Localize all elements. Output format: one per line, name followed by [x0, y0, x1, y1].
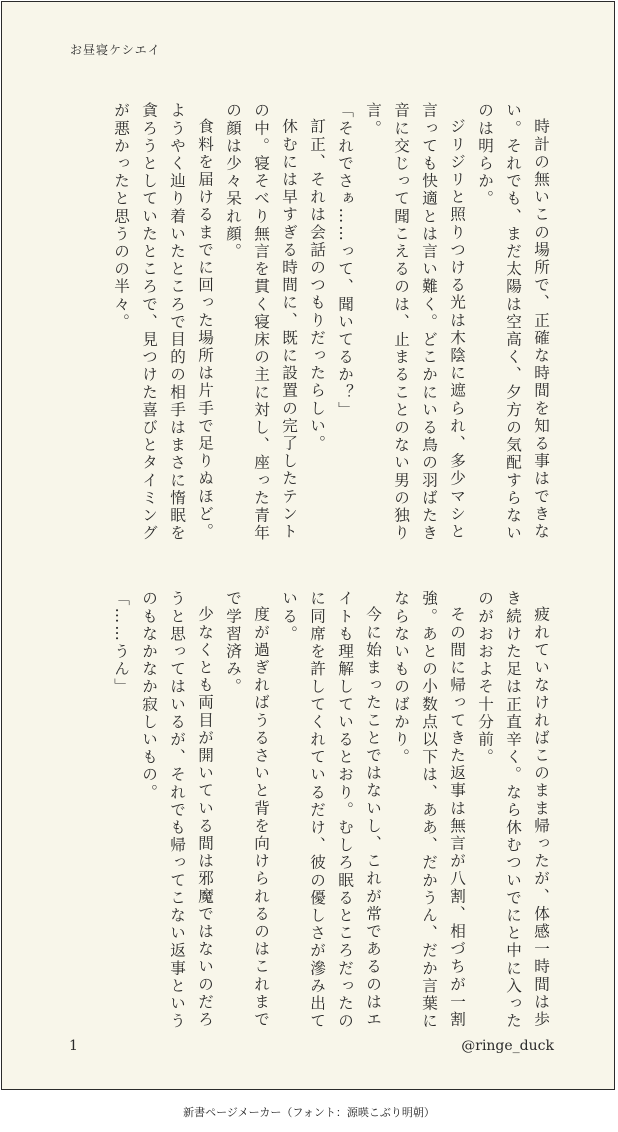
page-number: 1 [69, 1038, 78, 1054]
paragraph: 「それでさぁ……って、聞いてるか？」 [336, 102, 354, 419]
paragraph: ジリジリと照りつける光は木陰に遮られ、多少マシと言っても快適とは言い難く。どこかにいる鳥の羽ばたき音に交じって聞こえるのは、止まることのない男の独り言。 [364, 102, 466, 542]
author-handle: @ringe_duck [461, 1038, 554, 1054]
book-page [1, 1, 615, 1090]
paragraph: 訂正、それは会話のつもりだったらしい。 [308, 117, 326, 452]
paragraph: 度が過ぎればうるさいと背を向けられるのはこれまでで学習済み。 [224, 590, 270, 1028]
lower-text-block [60, 590, 555, 1045]
paragraph: 食料を届けるまでに回った場所は片手で足りぬほど。ようやく辿り着いたところで目的の相手はまさに惰眠を貪ろうとしていたところで、見つけた喜びとタイミングが悪かったと思うのの半々。 [112, 102, 214, 542]
paragraph: 休むには早すぎる時間に、既に設置の完了したテントの中。寝そべり無言を貫く寝床の主に対し、座った青年の顔は少々呆れ顔。 [224, 102, 298, 542]
paragraph: 「……うん」 [112, 590, 130, 696]
paragraph: 今に始まったことではないし、これが常であるのはエイトも理解しているとおり。むしろ眠るところだったのに同席を許してくれているだけ、彼の優しさが滲み出ている。 [280, 590, 382, 1030]
paragraph: 疲れていなければこのまま帰ったが、体感一時間は歩き続けた足は正直辛く。なら休むついでにと中に入ったのがおおよそ十分前。 [476, 590, 550, 1030]
paragraph: 少なくとも両目が開いている間は邪魔ではないのだろうと思ってはいるが、それでも帰ってこない返事というのもなかなか寂しいもの。 [140, 590, 214, 1030]
paragraph: その間に帰ってきた返事は無言が八割、相づちが一割強。あとの小数点以下は、ああ、だかうん、だか言葉にならないものばかり。 [392, 590, 466, 1030]
story-title: お昼寝ケシエイ [70, 43, 161, 57]
generator-credit: 新書ページメーカー（フォント：源暎こぶり明朝） [183, 1106, 435, 1119]
paragraph: 時計の無いこの場所で、正確な時間を知る事はできない。それでも、まだ太陽は空高く、夕方の気配すらないのは明らか。 [476, 102, 550, 542]
upper-text-block [60, 102, 555, 557]
